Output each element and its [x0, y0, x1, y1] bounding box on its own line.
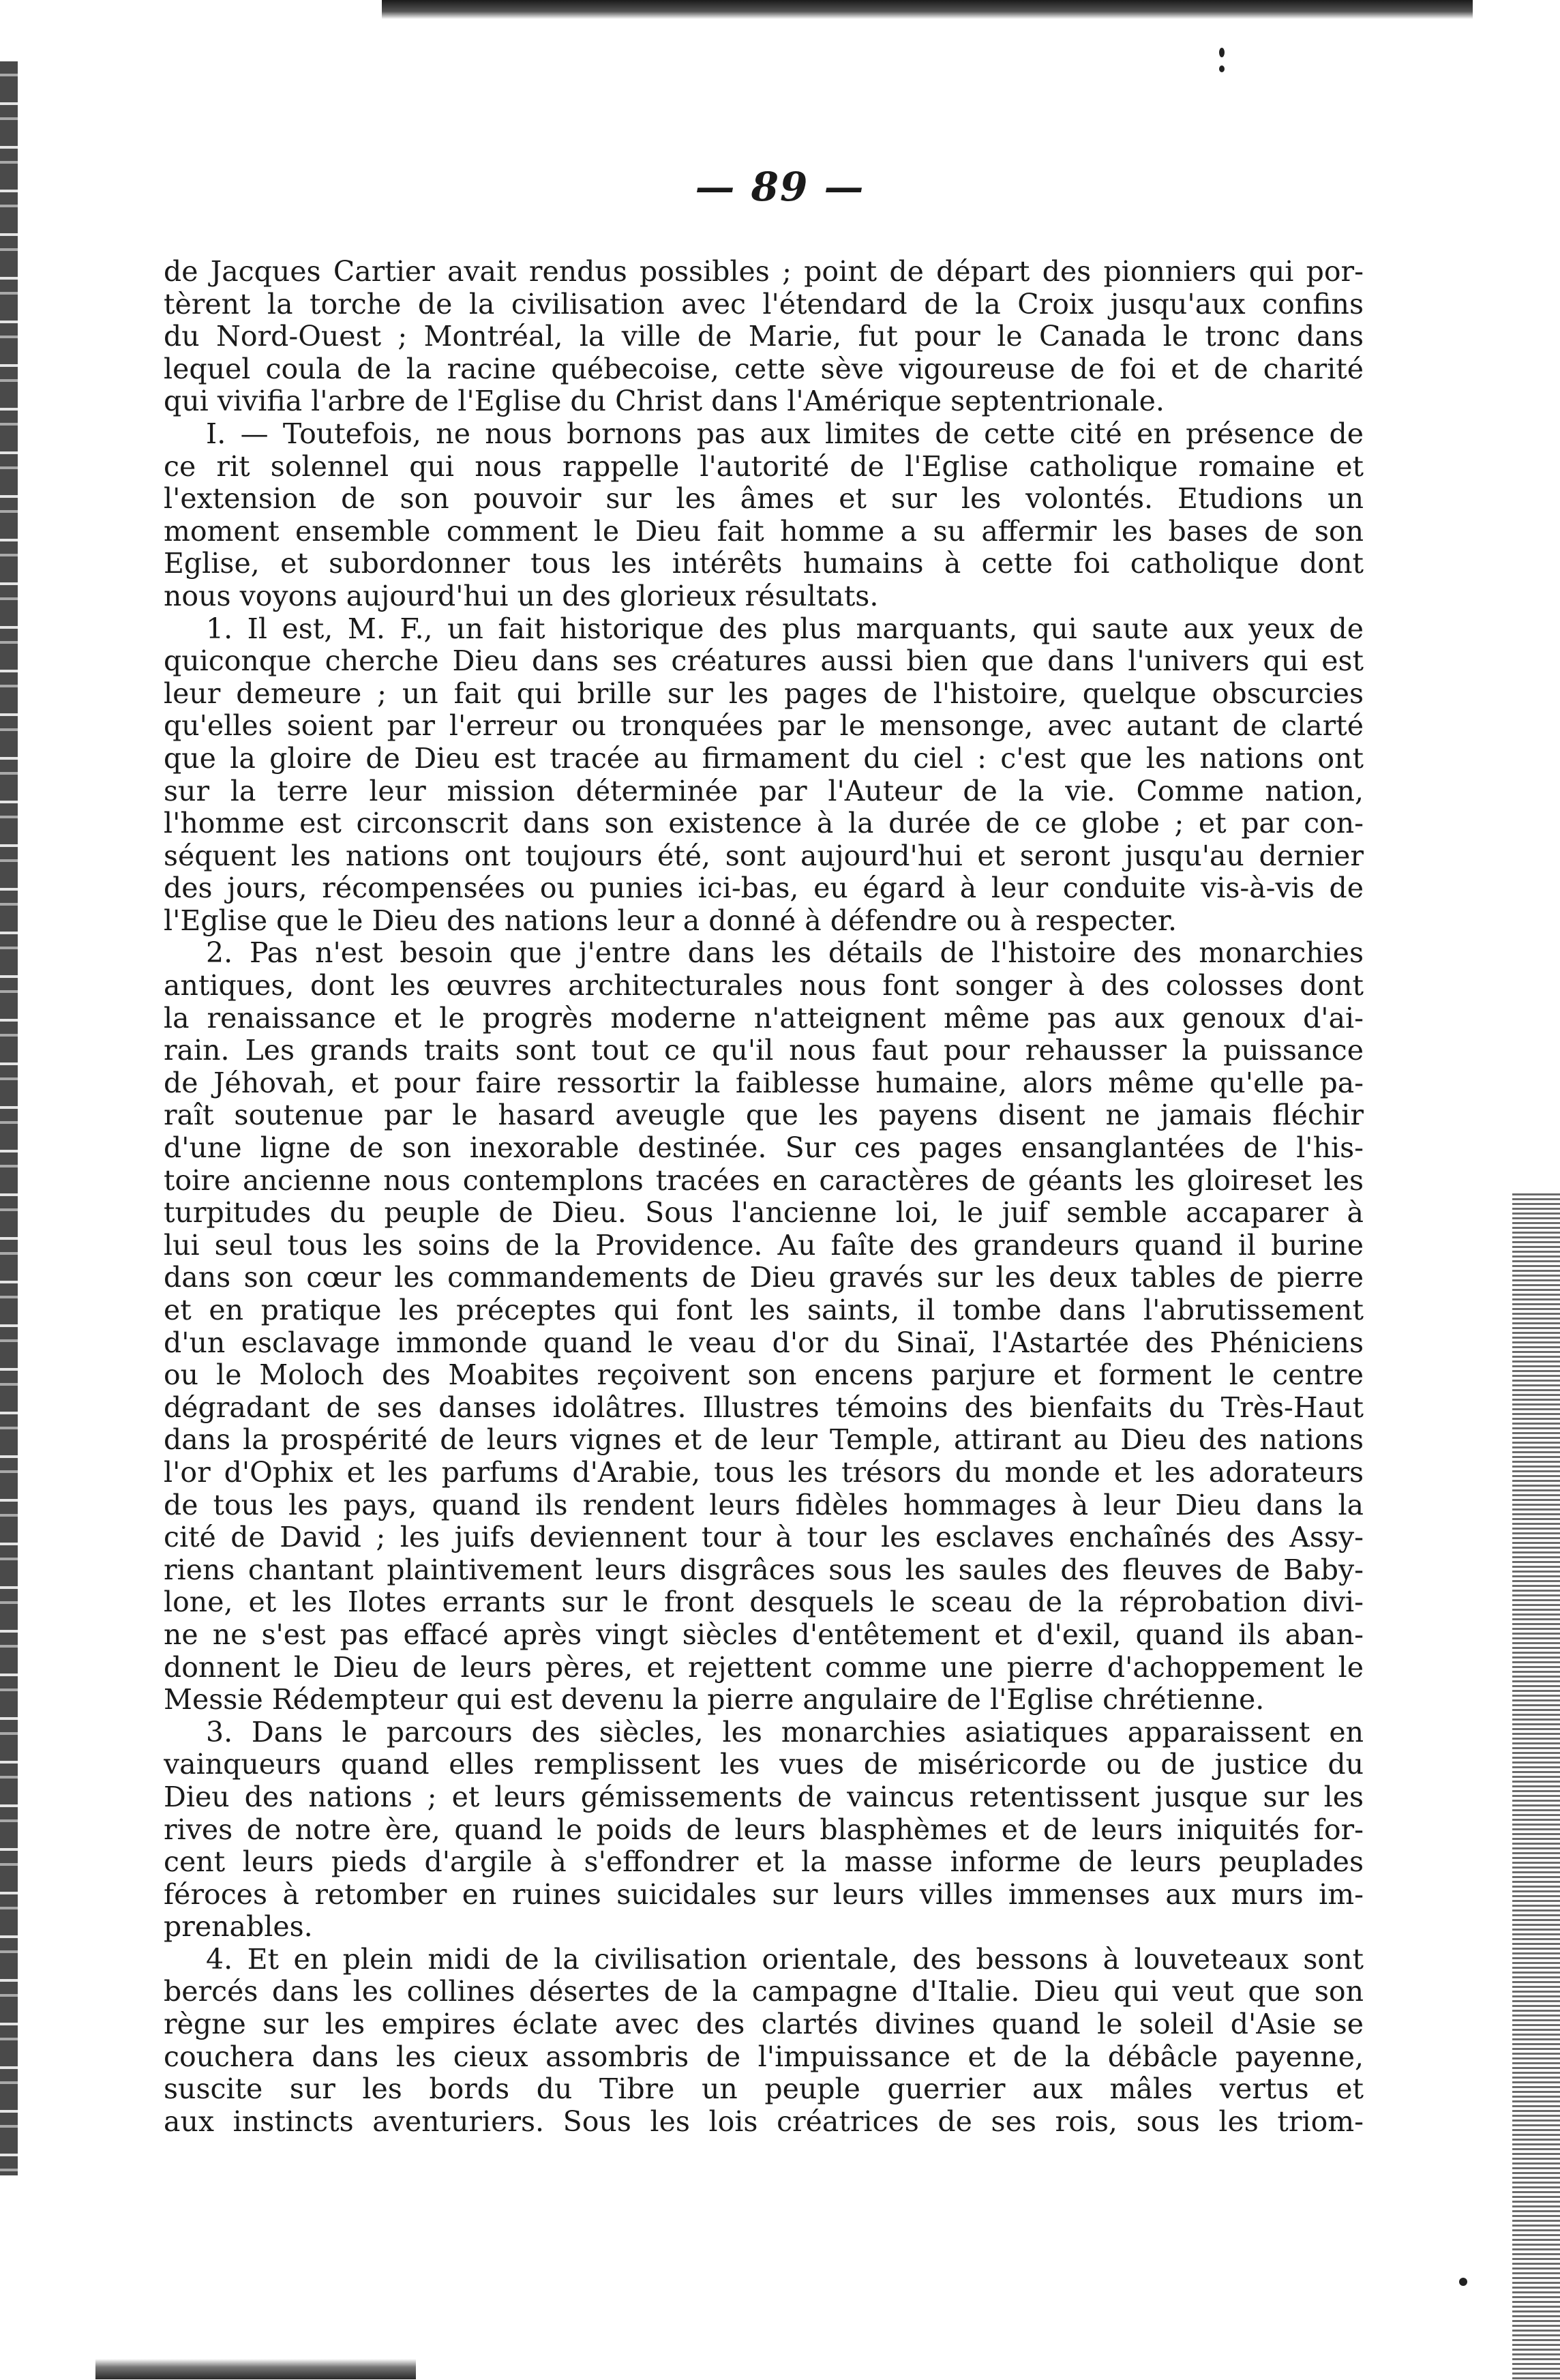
text-line: Eglise, et subordonner tous les intérêts humains à cette foi catholique dont: [164, 548, 1364, 580]
text-line: cité de David ; les juifs deviennent tour à tour les esclaves enchaînés des Assy-: [164, 1521, 1364, 1554]
scan-speck: [1219, 48, 1225, 57]
text-line: moment ensemble comment le Dieu fait homme a su affermir les bases de son: [164, 515, 1364, 548]
text-line: la renaissance et le progrès moderne n'atteignent même pas aux genoux d'ai-: [164, 1002, 1364, 1035]
text-line: suscite sur les bords du Tibre un peuple guerrier aux mâles vertus et: [164, 2073, 1364, 2106]
scan-right-edge: [1512, 1193, 1560, 2380]
text-line: tèrent la torche de la civilisation avec l'étendard de la Croix jusqu'aux confins: [164, 288, 1364, 321]
text-line: dans son cœur les commandements de Dieu gravés sur les deux tables de pierre: [164, 1262, 1364, 1294]
scan-left-edge: [0, 61, 18, 2175]
text-line: règne sur les empires éclate avec des clartés divines quand le soleil d'Asie se: [164, 2008, 1364, 2041]
text-line: l'or d'Ophix et les parfums d'Arabie, tous les trésors du monde et les adorateurs: [164, 1456, 1364, 1489]
text-line: séquent les nations ont toujours été, sont aujourd'hui et seront jusqu'au dernier: [164, 839, 1364, 872]
text-line: l'Eglise que le Dieu des nations leur a donné à défendre ou à respecter.: [164, 904, 1178, 937]
text-line: ne ne s'est pas effacé après vingt siècles d'entêtement et d'exil, quand ils aban-: [164, 1618, 1364, 1651]
text-line: 2. Pas n'est besoin que j'entre dans les détails de l'histoire des monarchies: [206, 937, 1364, 970]
text-line: des jours, récompensées ou punies ici-bas, eu égard à leur conduite vis-à-vis de: [164, 872, 1364, 905]
text-line: rives de notre ère, quand le poids de leurs blasphèmes et de leurs iniquités for-: [164, 1813, 1364, 1846]
text-line: cent leurs pieds d'argile à s'effondrer et la masse informe de leurs peuplades: [164, 1846, 1364, 1879]
text-line: aux instincts aventuriers. Sous les lois créatrices de ses rois, sous les triom-: [164, 2105, 1364, 2138]
text-line: dégradant de ses danses idolâtres. Illustres témoins des bienfaits du Très-Haut: [164, 1391, 1364, 1424]
text-line: ce rit solennel qui nous rappelle l'autorité de l'Eglise catholique romaine et: [164, 450, 1364, 483]
text-line: qu'elles soient par l'erreur ou tronquées par le mensonge, avec autant de clarté: [164, 710, 1364, 743]
text-line: nous voyons aujourd'hui un des glorieux résultats.: [164, 580, 879, 612]
scan-speck: [1459, 2278, 1467, 2286]
text-line: raît soutenue par le hasard aveugle que les payens disent ne jamais fléchir: [164, 1099, 1364, 1132]
text-line: dans la prospérité de leurs vignes et de leur Temple, attirant au Dieu des nations: [164, 1424, 1364, 1457]
text-line: vainqueurs quand elles remplissent les vues de miséricorde ou de justice du: [164, 1749, 1364, 1781]
scan-top-border: [382, 0, 1473, 19]
text-line: rain. Les grands traits sont tout ce qu'il nous faut pour rehausser la puissance: [164, 1035, 1364, 1067]
text-line: de Jacques Cartier avait rendus possibles ; point de départ des pionniers qui por-: [164, 256, 1364, 288]
text-line: d'un esclavage immonde quand le veau d'or du Sinaï, l'Astartée des Phéniciens: [164, 1326, 1364, 1359]
text-line: quiconque cherche Dieu dans ses créatures aussi bien que dans l'univers qui est: [164, 645, 1364, 678]
text-line: lui seul tous les soins de la Providence. Au faîte des grandeurs quand il burine: [164, 1229, 1364, 1262]
text-line: antiques, dont les œuvres architecturales nous font songer à des colosses dont: [164, 970, 1364, 1002]
scan-speck: [1219, 65, 1225, 72]
text-line: de Jéhovah, et pour faire ressortir la faiblesse humaine, alors même qu'elle pa-: [164, 1067, 1364, 1099]
text-line: l'extension de son pouvoir sur les âmes et sur les volontés. Etudions un: [164, 483, 1364, 516]
text-line: 4. Et en plein midi de la civilisation orientale, des bessons à louveteaux sont: [206, 1943, 1364, 1976]
text-line: qui vivifia l'arbre de l'Eglise du Christ dans l'Amérique septentrionale.: [164, 385, 1165, 418]
text-line: l'homme est circonscrit dans son existence à la durée de ce globe ; et par con-: [164, 807, 1364, 840]
text-line: bercés dans les collines désertes de la campagne d'Italie. Dieu qui veut que son: [164, 1976, 1364, 2008]
text-line: donnent le Dieu de leurs pères, et rejettent comme une pierre d'achoppement le: [164, 1651, 1364, 1684]
text-line: 3. Dans le parcours des siècles, les monarchies asiatiques apparaissent en: [206, 1716, 1364, 1749]
text-line: 1. Il est, M. F., un fait historique des plus marquants, qui saute aux yeux de: [206, 612, 1364, 645]
text-line: sur la terre leur mission déterminée par l'Auteur de la vie. Comme nation,: [164, 775, 1364, 807]
text-line: toire ancienne nous contemplons tracées en caractères de géants les gloireset les: [164, 1164, 1364, 1197]
text-line: turpitudes du peuple de Dieu. Sous l'ancienne loi, le juif semble accaparer à: [164, 1197, 1364, 1230]
text-line: lequel coula de la racine québecoise, cette sève vigoureuse de foi et de charité: [164, 353, 1364, 385]
scan-bottom-border: [95, 2359, 416, 2379]
text-line: lone, et les Ilotes errants sur le front desquels le sceau de la réprobation divi-: [164, 1586, 1364, 1619]
text-line: féroces à retomber en ruines suicidales sur leurs villes immenses aux murs im-: [164, 1878, 1364, 1911]
page-body-text: [164, 256, 1364, 2302]
text-line: du Nord-Ouest ; Montréal, la ville de Marie, fut pour le Canada le tronc dans: [164, 321, 1364, 353]
page-number: — 89 —: [695, 164, 865, 210]
text-line: ou le Moloch des Moabites reçoivent son encens parjure et forment le centre: [164, 1359, 1364, 1392]
text-line: que la gloire de Dieu est tracée au firmament du ciel : c'est que les nations ont: [164, 742, 1364, 775]
text-line: riens chantant plaintivement leurs disgrâces sous les saules des fleuves de Baby-: [164, 1553, 1364, 1586]
text-line: de tous les pays, quand ils rendent leurs fidèles hommages à leur Dieu dans la: [164, 1489, 1364, 1521]
text-line: I. — Toutefois, ne nous bornons pas aux limites de cette cité en présence de: [206, 417, 1364, 450]
text-line: leur demeure ; un fait qui brille sur les pages de l'histoire, quelque obscurcies: [164, 677, 1364, 710]
text-line: Messie Rédempteur qui est devenu la pierre angulaire de l'Eglise chrétienne.: [164, 1684, 1265, 1716]
text-line: prenables.: [164, 1911, 313, 1944]
text-line: d'une ligne de son inexorable destinée. Sur ces pages ensanglantées de l'his-: [164, 1132, 1364, 1165]
text-line: Dieu des nations ; et leurs gémissements de vaincus retentissent jusque sur les: [164, 1781, 1364, 1813]
text-line: couchera dans les cieux assombris de l'impuissance et de la débâcle payenne,: [164, 2040, 1364, 2073]
text-line: et en pratique les préceptes qui font les saints, il tombe dans l'abrutissement: [164, 1294, 1364, 1326]
